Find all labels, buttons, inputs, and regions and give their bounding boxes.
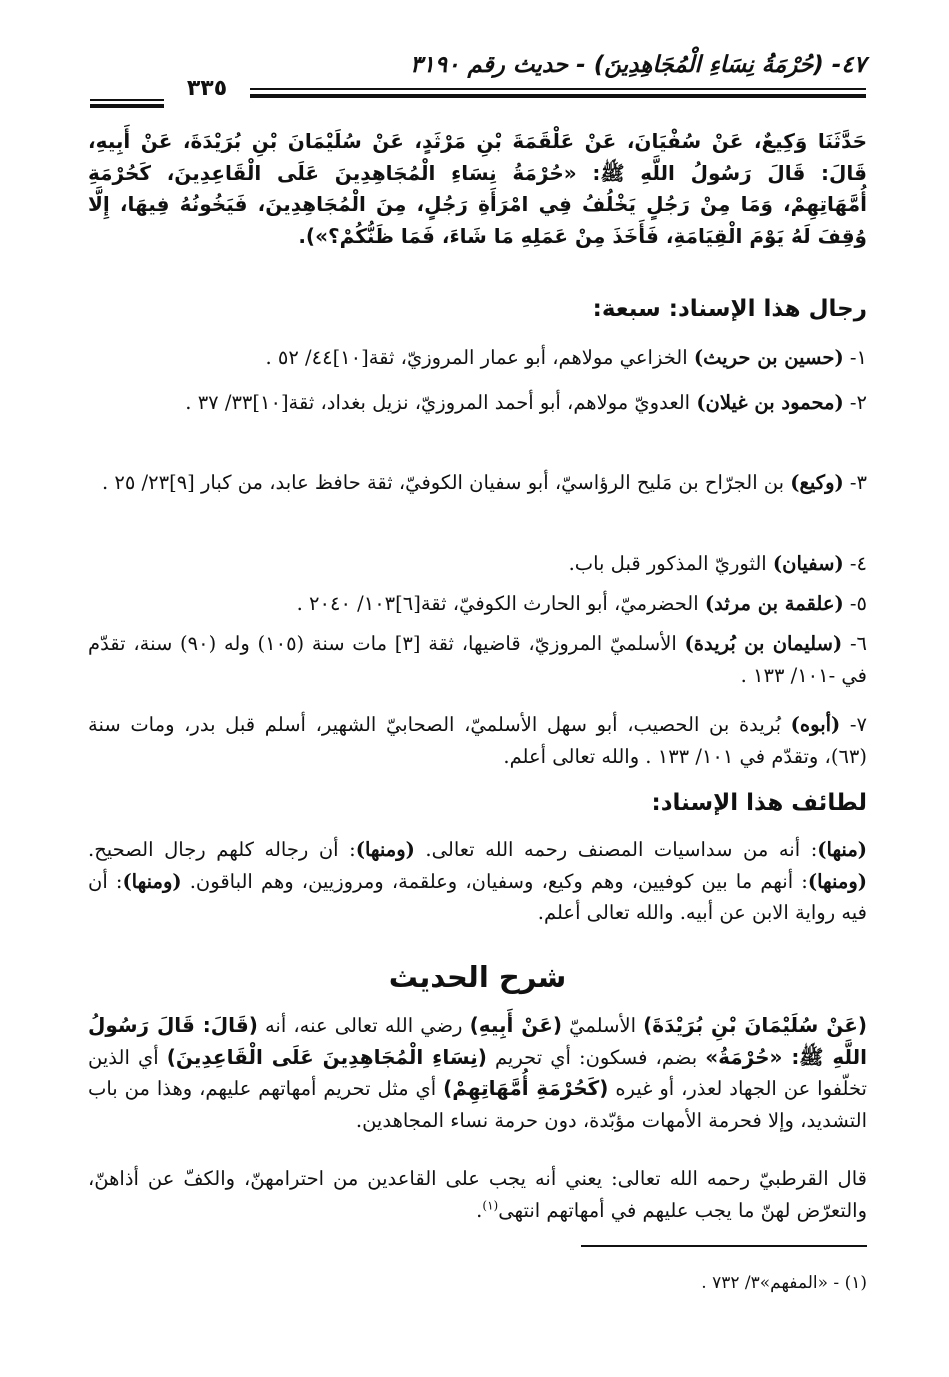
narrator-5-name: (علقمة بن مرثد) (704, 592, 844, 615)
narrator-1-num: ١- (849, 346, 867, 369)
sharh-quote-2: (عَنْ أَبِيهِ) (469, 1013, 563, 1037)
running-title: ٤٧- (حُرْمَةُ نِسَاءِ الْمُجَاهِدِينَ) - حديث رقم ٣١٩٠ (410, 52, 866, 78)
footnote-separator (581, 1245, 867, 1247)
sharh-paragraph-1 (88, 1010, 867, 1136)
narrator-4-num: ٤- (849, 552, 867, 575)
footnote-text: (١) - «المفهم»٣/ ٧٣٢ . (701, 1273, 867, 1293)
narrator-1-name: (حسين بن حريث) (693, 346, 844, 369)
narrator-2 (88, 387, 867, 419)
sharh-quote-4: (نِسَاءِ الْمُجَاهِدِينَ عَلَى الْقَاعِدِينَ) (166, 1044, 487, 1069)
lataif-paragraph (88, 834, 867, 929)
hadith-text: حَدَّثَنَا وَكِيعٌ، عَنْ سُفْيَانَ، عَنْ عَلْقَمَةَ بْنِ مَرْثَدٍ، عَنْ سُلَيْمَانَ بْنِ بُرَيْدَةَ، عَنْ أَبِيهِ، قَالَ: قَالَ رَسُولُ اللَّهِ ﷺ: «حُرْمَةُ نِسَاءِ الْمُجَاهِدِينَ عَلَى الْقَاعِدِينَ، كَحُرْمَةِ أُمَّهَاتِهِمْ، وَمَا مِنْ رَجُلٍ يَخْلُفُ فِي امْرَأَةِ رَجُلٍ، مِنَ الْمُجَاهِدِينَ، فَيَخُونُهُ فِيهَا، إِلَّا وُقِفَ لَهُ يَوْمَ الْقِيَامَةِ، فَأَخَذَ مِنْ عَمَلِهِ مَا شَاءَ، فَمَا ظَنُّكُمْ؟»). (88, 129, 867, 248)
narrator-7-num: ٧- (849, 713, 867, 736)
sharh-text-2: رضي الله تعالى عنه، أنه (257, 1014, 470, 1037)
narrator-3 (88, 467, 867, 499)
lataif-key-4: (ومنها) (122, 869, 182, 893)
lataif-heading: لطائف هذا الإسناد: (651, 790, 867, 816)
narrator-1-text: الخزاعي مولاهم، أبو عمار المروزيّ، ثقة[١٠]٤٤/ ٥٢ . (265, 346, 694, 369)
narrator-7-name: (أبوه) (790, 713, 841, 736)
narrator-1 (88, 342, 867, 374)
narrator-4-text: الثوريّ المذكور قبل باب. (568, 552, 773, 575)
narrator-3-name: (وكيع) (790, 471, 844, 494)
sharh-text-3: بضم، فسكون: أي تحريم (486, 1045, 706, 1069)
narrator-5-num: ٥- (849, 592, 867, 615)
lataif-key-3: (ومنها) (807, 869, 867, 893)
lataif-text-4: : أن فيه رواية الابن عن أبيه. والله تعالى أعلم. (88, 869, 867, 924)
sharh-quote-1: (عَنْ سُلَيْمَانَ بْنِ بُرَيْدَةَ) (643, 1013, 867, 1037)
lataif-text-2: : أن رجاله كلهم رجال الصحيح. (88, 838, 356, 861)
narrator-6-text: الأسلميّ المروزيّ، قاضيها، ثقة [٣] مات سنة (١٠٥) وله (٩٠) سنة، تقدّم في -١٠١/ ١٣٣ . (88, 632, 867, 687)
sharh-text-1: الأسلميّ (562, 1014, 644, 1037)
narrator-6-name: (سليمان بن بُريدة) (684, 632, 843, 655)
qurtubi-quote: قال القرطبيّ رحمه الله تعالى: يعني أنه يجب على القاعدين من احترامهنّ، والكفّ عن أذاهنّ، والتعرّض لهنّ ما يجب عليهم في أمهاتهم انتهى (88, 1167, 867, 1222)
narrator-7-text: بُريدة بن الحصيب، أبو سهل الأسلميّ، الصحابيّ الشهير، أسلم قبل بدر، ومات سنة (٦٣)، وتقدّم في ١٠١/ ١٣٣ . والله تعالى أعلم. (88, 713, 867, 768)
narrator-2-num: ٢- (849, 391, 867, 414)
page-number: ٣٣٥ (186, 76, 228, 101)
sharh-text-4: أي الذين تخلّفوا عن الجهاد لعذر، أو غيره (88, 1045, 867, 1100)
header-rule-left-thick (90, 104, 164, 108)
lataif-text-3: : أنهم ما بين كوفيين، وهم وكيع، وسفيان، وعلقمة، ومروزيين، وهم الباقون. (181, 869, 808, 893)
narrators-heading: رجال هذا الإسناد: سبعة: (592, 296, 867, 322)
lataif-text-1: : أنه من سداسيات المصنف رحمه الله تعالى. (414, 838, 818, 861)
header-rule-top (250, 88, 866, 90)
sharh-text-5: أي مثل تحريم أمهاتهم عليهم، وهذا من باب التشديد، وإلا فحرمة الأمهات مؤبّدة، دون حرمة نساء المجاهدين. (88, 1077, 867, 1132)
header-rule-left-top (90, 99, 164, 101)
sharh-paragraph-2: قال القرطبيّ رحمه الله تعالى: يعني أنه يجب على القاعدين من احترامهنّ، والكفّ عن أذاهنّ، والتعرّض لهنّ ما يجب عليهم في أمهاتهم انتهى$^{(١)}$. (88, 1167, 867, 1222)
narrator-3-text: بن الجرّاح بن مَليح الرؤاسيّ، أبو سفيان الكوفيّ، ثقة حافظ عابد، من كبار [٩]٢٣/ ٢٥ . (101, 471, 791, 494)
narrator-3-num: ٣- (849, 471, 867, 494)
header-rule-thick (250, 94, 866, 98)
narrator-4 (88, 548, 867, 580)
narrator-6-num: ٦- (849, 632, 868, 655)
narrator-5 (88, 588, 867, 620)
sharh-quote-5: (كَحُرْمَةِ أُمَّهَاتِهِمْ) (443, 1076, 609, 1100)
narrator-2-name: (محمود بن غيلان) (696, 391, 844, 414)
narrator-7 (88, 709, 867, 772)
footnote-ref[interactable]: (١) (482, 1198, 499, 1212)
narrator-4-name: (سفيان) (772, 552, 844, 575)
sharh-heading: شرح الحديث (388, 960, 567, 994)
lataif-key-2: (ومنها) (355, 838, 415, 861)
narrator-2-text: العدويّ مولاهم، أبو أحمد المروزيّ، نزيل بغداد، ثقة[١٠]٣٣/ ٣٧ . (185, 391, 697, 414)
sharh-quote-3: (قَالَ: قَالَ رَسُولُ اللَّهِ ﷺ: «حُرْمَةُ» (88, 1013, 867, 1069)
narrator-5-text: الحضرميّ، أبو الحارث الكوفيّ، ثقة[٦]١٠٣/ ٢٠٤٠ . (296, 592, 705, 615)
narrator-6 (88, 628, 867, 691)
lataif-key-1: (منها) (817, 838, 867, 861)
